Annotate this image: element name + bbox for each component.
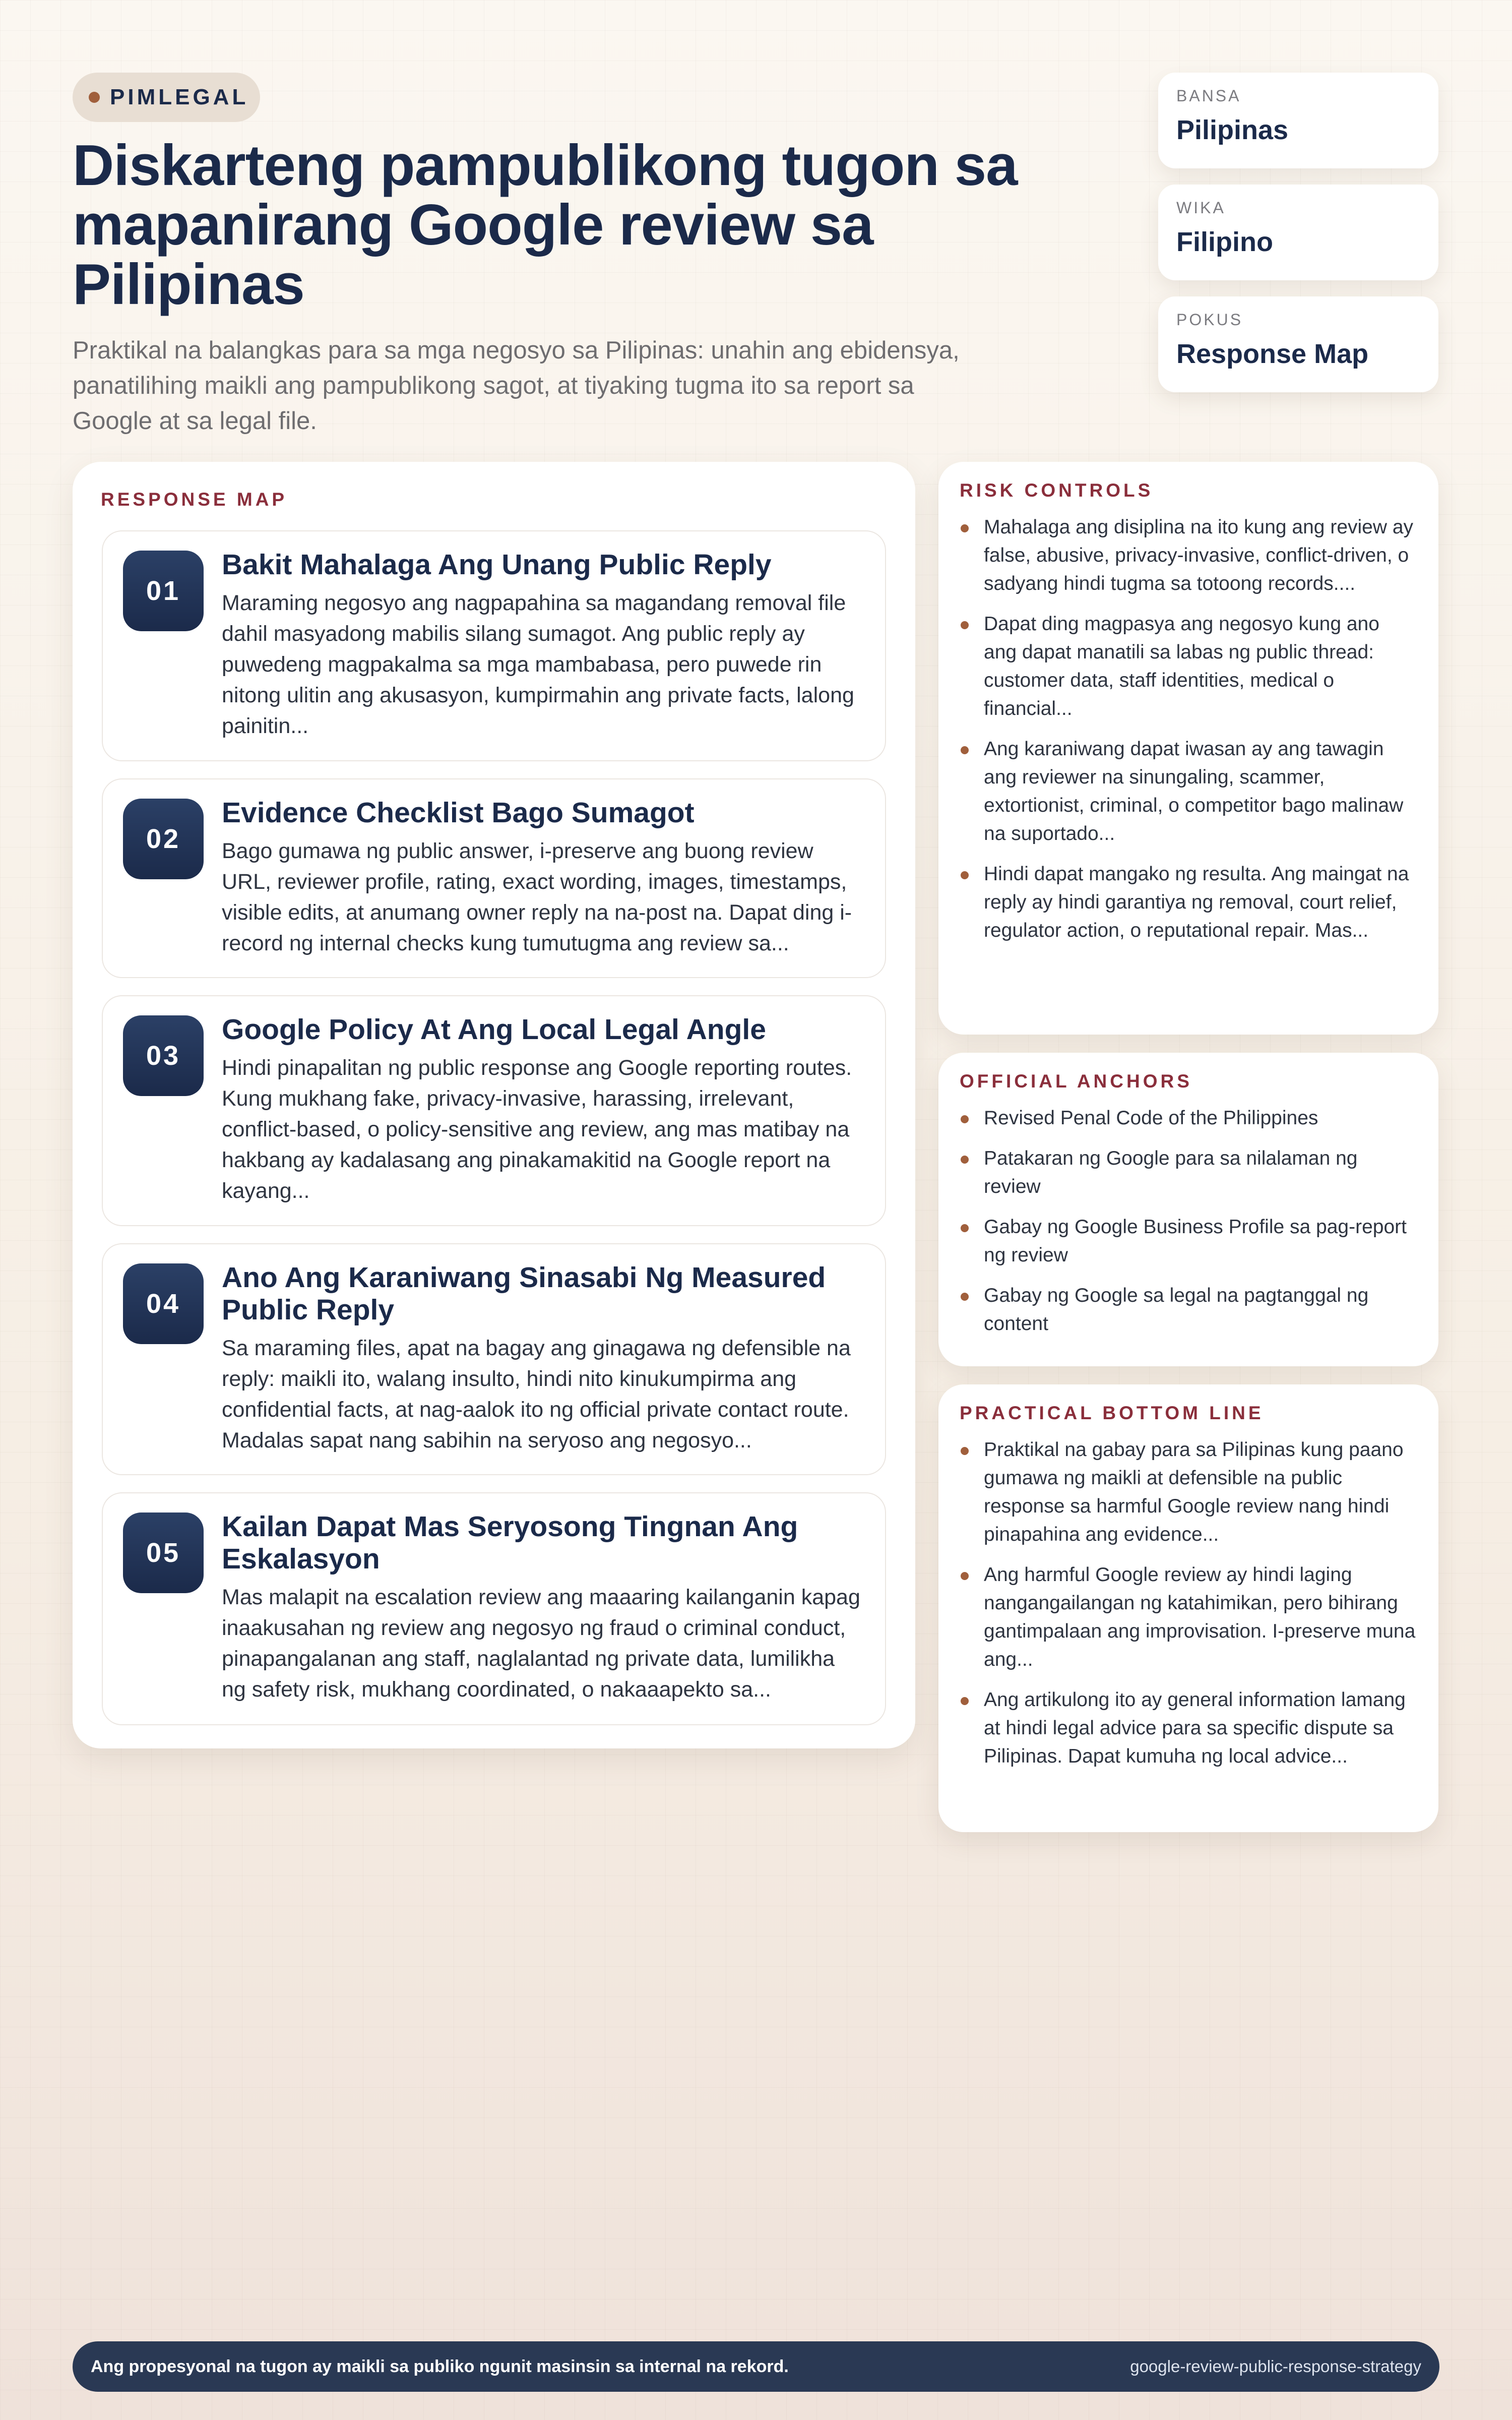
step-body: Sa maraming files, apat na bagay ang ginagawa ng defensible na reply: maikli ito, walang insulto, hindi nito kinukumpirma ang confidential facts, at nag-aalok ito ng official private contact route. Madalas sapat nang sabihin na seryoso ang negosyo... [222,1336,851,1453]
step-body: Maraming negosyo ang nagpapahina sa magandang removal file dahil masyadong mabilis silang sumagot. Ang public reply ay puwedeng magpakalma sa mga mambabasa, pero puwede rin nitong ulitin ang akusasyon, kumpirmahin ang private facts, lalong painitin... [222,591,854,738]
brand-dot-icon [89,92,100,103]
bottom-line-heading: PRACTICAL BOTTOM LINE [960,1403,1264,1423]
step-number-badge: 04 [123,1263,204,1344]
list-item: Mahalaga ang disiplina na ito kung ang review ay false, abusive, privacy-invasive, conflict-driven, o sadyang hindi tugma sa totoong records.... [960,513,1417,598]
bullet-icon [961,1224,969,1232]
meta-value: Response Map [1176,339,1369,369]
step-title: Bakit Mahalaga Ang Unang Public Reply [222,549,772,581]
step-card-2 [102,778,886,978]
step-number-badge: 05 [123,1512,204,1593]
step-body: Hindi pinapalitan ng public response ang Google reporting routes. Kung mukhang fake, privacy-invasive, harassing, irrelevant, conflict-based, o policy-sensitive ang review, ang mas matibay na hakbang ay kadalasang ang pinakamakitid na Google report na kayang... [222,1056,852,1203]
response-map-heading: RESPONSE MAP [101,489,288,510]
list-item: Ang artikulong ito ay general information lamang at hindi legal advice para sa specific dispute sa Pilipinas. Dapat kumuha ng local advice... [960,1686,1417,1771]
meta-value: Pilipinas [1176,115,1289,145]
step-title: Kailan Dapat Mas Seryosong Tingnan Ang Eskalasyon [222,1510,798,1575]
bullet-icon [961,1697,969,1705]
list-item: Gabay ng Google sa legal na pagtanggal ng content [960,1282,1417,1338]
list-item: Dapat ding magpasya ang negosyo kung ano ang dapat manatili sa labas ng public thread: customer data, staff identities, medical o financial... [960,610,1417,723]
step-number-badge: 03 [123,1015,204,1096]
step-title: Google Policy At Ang Local Legal Angle [222,1013,766,1046]
list-item: Ang harmful Google review ay hindi laging nangangailangan ng katahimikan, pero bihirang gantimpalaan ang improvisation. I-preserve muna ang... [960,1561,1417,1674]
footer-tagline: Ang propesyonal na tugon ay maikli sa publiko ngunit masinsin sa internal na rekord. [91,2356,789,2376]
step-title: Evidence Checklist Bago Sumagot [222,797,695,829]
risk-controls-list [960,513,1417,945]
list-item: Patakaran ng Google para sa nilalaman ng review [960,1144,1417,1201]
official-anchors-heading: OFFICIAL ANCHORS [960,1071,1192,1092]
bullet-icon [961,871,969,879]
brand-pill [73,73,260,122]
meta-label: BANSA [1176,87,1241,105]
step-card-4 [102,1243,886,1475]
risk-controls-card [938,462,1438,1035]
meta-card-country [1158,73,1438,168]
step-card-3 [102,995,886,1226]
brand-label: PIMLEGAL [110,85,249,109]
footer-slug: google-review-public-response-strategy [1130,2357,1421,2376]
bullet-icon [961,1115,969,1123]
list-item: Praktikal na gabay para sa Pilipinas kung paano gumawa ng maikli at defensible na public response sa harmful Google review nang hindi pinapahina ang evidence... [960,1436,1417,1549]
footer-bar [73,2341,1439,2392]
list-item: Gabay ng Google Business Profile sa pag-report ng review [960,1213,1417,1269]
bullet-icon [961,1572,969,1580]
step-body: Mas malapit na escalation review ang maaaring kailanganin kapag inaakusahan ng review ang negosyo ng fraud o criminal conduct, pinapangalanan ang staff, naglalantad ng private data, lumilikha ng safety risk, mukhang coordinated, o nakaaapekto sa... [222,1585,860,1702]
step-card-1 [102,530,886,761]
official-anchors-list [960,1104,1417,1338]
step-number-badge: 02 [123,799,204,879]
meta-card-focus [1158,296,1438,392]
page-title: Diskarteng pampublikong tugon sa mapanirang Google review sa Pilipinas [73,134,1018,317]
bullet-icon [961,524,969,532]
step-number-badge: 01 [123,551,204,631]
list-item: Ang karaniwang dapat iwasan ay ang tawagin ang reviewer na sinungaling, scammer, extortionist, criminal, o competitor bago malinaw na suportado... [960,735,1417,848]
risk-controls-heading: RISK CONTROLS [960,480,1154,501]
meta-label: WIKA [1176,199,1226,217]
meta-card-language [1158,185,1438,280]
meta-label: POKUS [1176,311,1243,329]
bullet-icon [961,621,969,629]
bullet-icon [961,1447,969,1455]
step-body: Bago gumawa ng public answer, i-preserve ang buong review URL, reviewer profile, rating, exact wording, images, timestamps, visible edits, at anumang owner reply na na-post na. Dapat ding i-record ng internal checks kung tumutugma ang review sa... [222,839,852,955]
step-card-5 [102,1492,886,1725]
list-item: Hindi dapat mangako ng resulta. Ang maingat na reply ay hindi garantiya ng removal, court relief, regulator action, o reputational repair. Mas... [960,860,1417,945]
bullet-icon [961,746,969,754]
list-item: Revised Penal Code of the Philippines [960,1104,1417,1132]
step-title: Ano Ang Karaniwang Sinasabi Ng Measured Public Reply [222,1261,826,1326]
page-subtitle: Praktikal na balangkas para sa mga negosyo sa Pilipinas: unahin ang ebidensya, panatilihing maikli ang pampublikong sagot, at tiyaking tugma ito sa report sa Google at sa legal file. [73,337,960,435]
meta-value: Filipino [1176,227,1273,257]
bullet-icon [961,1156,969,1164]
official-anchors-card [938,1053,1438,1366]
bullet-icon [961,1293,969,1301]
bottom-line-card [938,1384,1438,1832]
bottom-line-list [960,1436,1417,1771]
